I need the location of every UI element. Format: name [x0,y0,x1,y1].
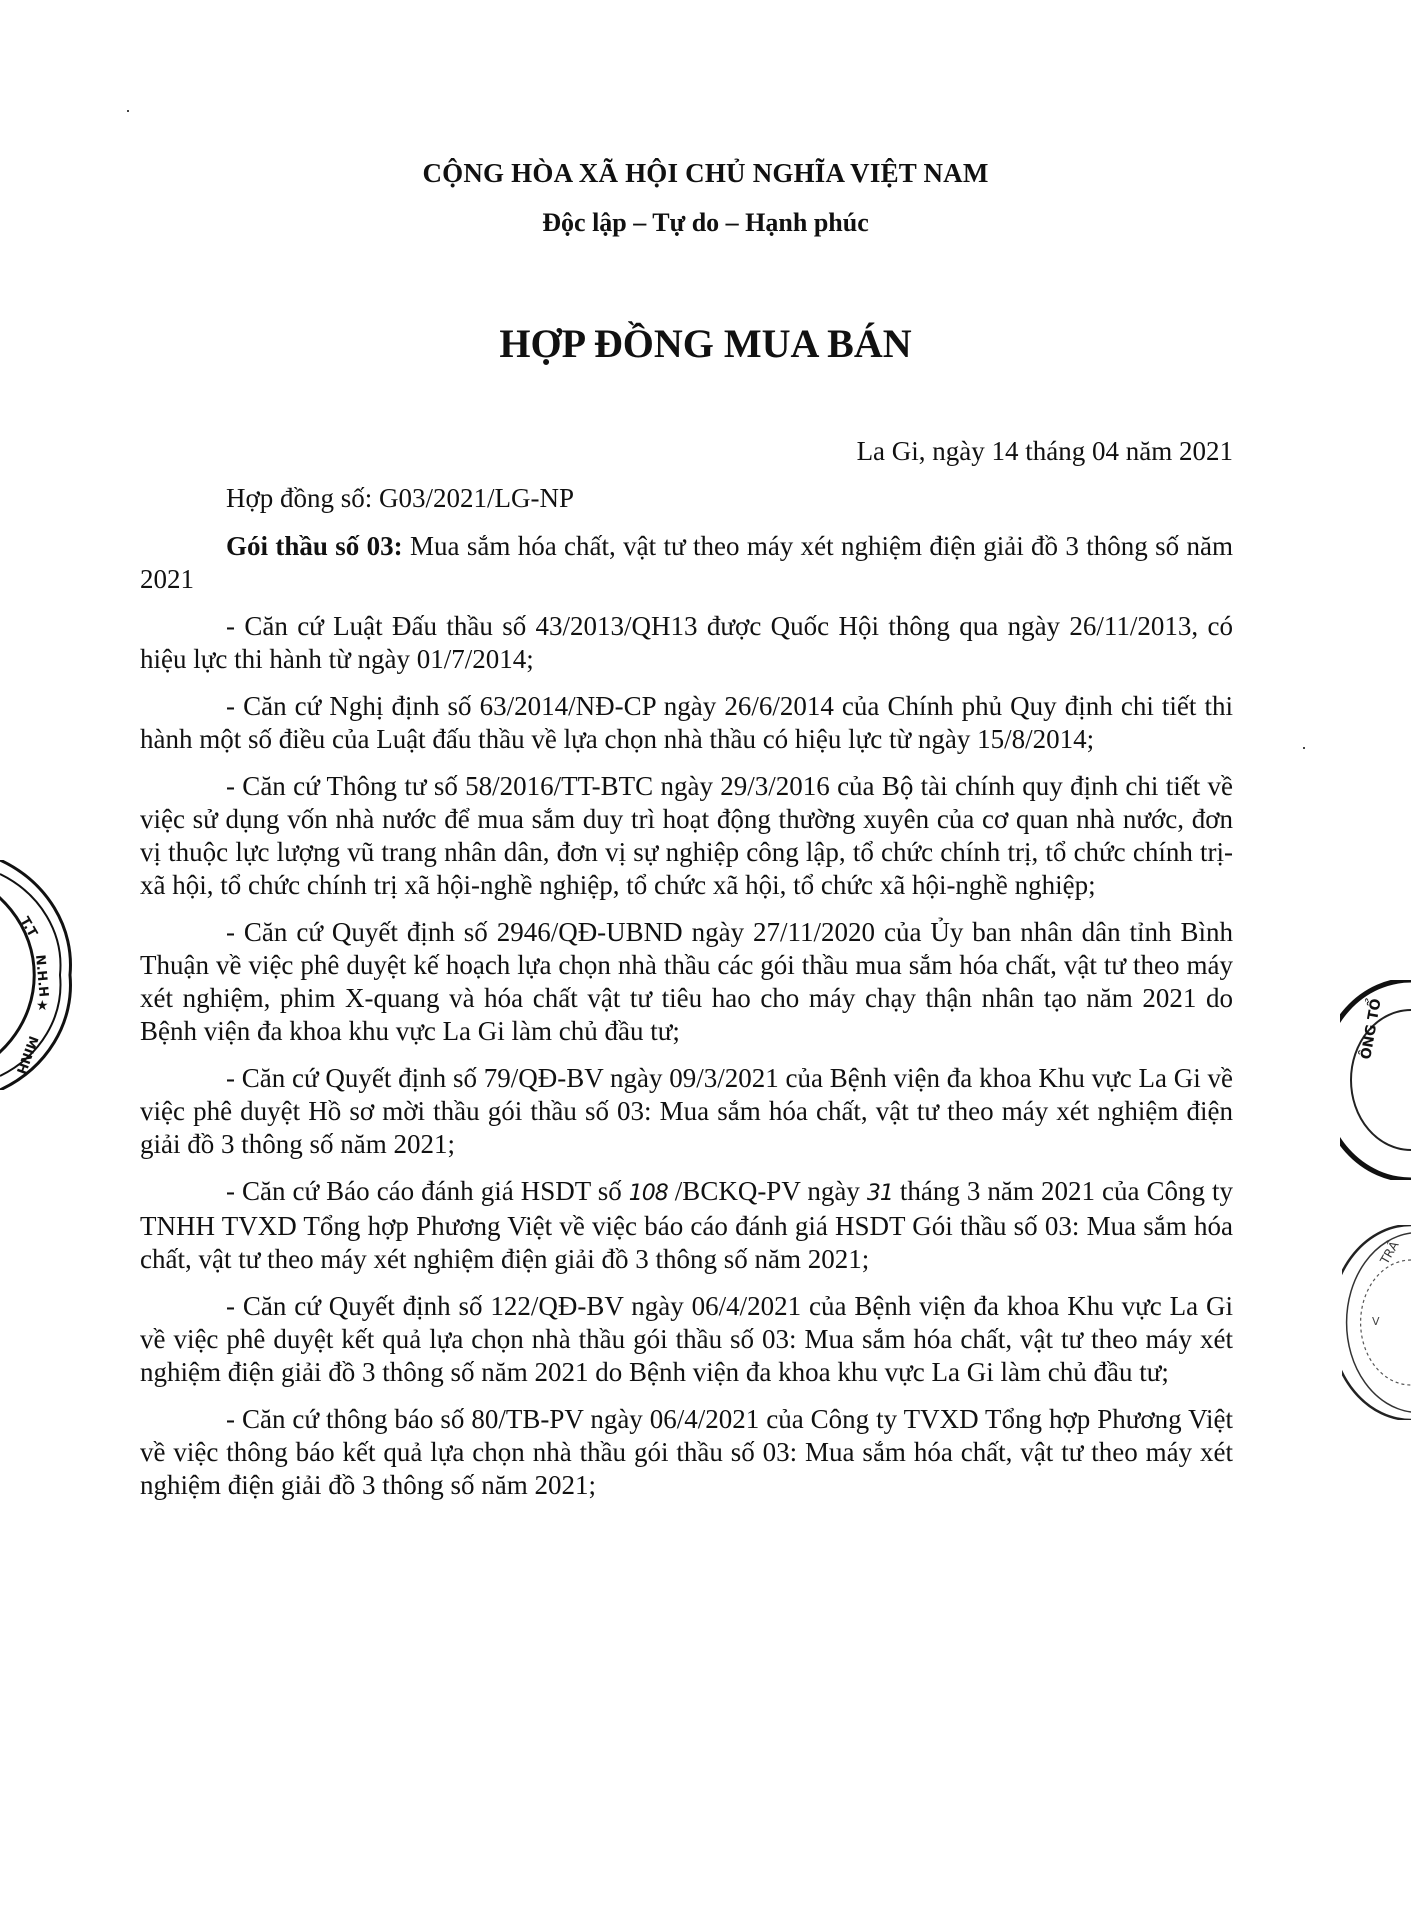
package-paragraph [140,530,1233,596]
svg-text:TRẦ: TRẦ [1377,1238,1402,1267]
basis-paragraph: - Căn cứ Quyết định số 2946/QĐ-UBND ngày 27/11/2020 của Ủy ban nhân dân tỉnh Bình Thuận về việc phê duyệt kế hoạch lựa chọn nhà thầu các gói thầu mua sắm hóa chất, vật tư theo máy xét nghiệm, phim X-quang và hóa chất vật tư tiêu hao cho máy chạy thận nhân tạo năm 2021 do Bệnh viện đa khoa khu vực La Gi làm chủ đầu tư; [140,917,1233,1046]
basis-paragraph: - Căn cứ Quyết định số 79/QĐ-BV ngày 09/3/2021 của Bệnh viện đa khoa Khu vực La Gi về việc phê duyệt Hồ sơ mời thầu gói thầu số 03: Mua sắm hóa chất, vật tư theo máy xét nghiệm điện giải đồ 3 thông số năm 2021; [140,1063,1233,1159]
svg-text:ÔNG TỔ: ÔNG TỔ [1358,997,1385,1061]
left-stamp-icon [0,860,80,1090]
scan-speck [1303,747,1305,749]
report-basis-suffix: tháng 3 năm 2021 của Công ty TNHH TVXD Tổng hợp Phương Việt về việc báo cáo đánh giá HSDT Gói thầu số 03: Mua sắm hóa chất, vật tư theo máy xét nghiệm điện giải đồ 3 thông số năm 2021; [140,1176,1233,1274]
document-body [140,530,1233,1516]
contract-number: Hợp đồng số: G03/2021/LG-NP [226,483,575,513]
handwritten-day: 31 [866,1181,893,1206]
basis-paragraph: - Căn cứ Nghị định số 63/2014/NĐ-CP ngày 26/6/2014 của Chính phủ Quy định chi tiết thi hành một số điều của Luật đấu thầu về lựa chọn nhà thầu có hiệu lực từ ngày 15/8/2014; [140,691,1233,754]
basis-paragraph: - Căn cứ Quyết định số 122/QĐ-BV ngày 06/4/2021 của Bệnh viện đa khoa Khu vực La Gi về việc phê duyệt kết quả lựa chọn nhà thầu gói thầu số 03: Mua sắm hóa chất, vật tư theo máy xét nghiệm điện giải đồ 3 thông số năm 2021 do Bệnh viện đa khoa khu vực La Gi làm chủ đầu tư; [140,1291,1233,1387]
svg-text:★: ★ [36,998,49,1014]
right-stamp-icon [1340,980,1411,1180]
package-label: Gói thầu số 03: [226,531,403,561]
basis-paragraph: - Căn cứ Thông tư số 58/2016/TT-BTC ngày 29/3/2016 của Bộ tài chính quy định chi tiết về việc sử dụng vốn nhà nước để mua sắm duy trì hoạt động thường xuyên của cơ quan nhà nước, đơn vị thuộc lực lượng vũ trang nhân dân, đơn vị sự nghiệp công lập, tổ chức chính trị, tổ chức chính trị-xã hội, tổ chức chính trị xã hội-nghề nghiệp, tổ chức xã hội, tổ chức xã hội-nghề nghiệp; [140,771,1233,900]
basis-paragraph: - Căn cứ Luật Đấu thầu số 43/2013/QH13 được Quốc Hội thông qua ngày 26/11/2013, có hiệu lực thi hành từ ngày 01/7/2014; [140,611,1233,674]
place-date: La Gi, ngày 14 tháng 04 năm 2021 [856,436,1233,466]
scan-speck [127,110,129,112]
right-lower-stamp-icon [1342,1225,1411,1420]
package-text: Mua sắm hóa chất, vật tư theo máy xét nghiệm điện giải đồ 3 thông số năm 2021 [140,531,1234,594]
basis-paragraph: - Căn cứ thông báo số 80/TB-PV ngày 06/4/2021 của Công ty TVXD Tổng hợp Phương Việt về việc thông báo kết quả lựa chọn nhà thầu gói thầu số 03: Mua sắm hóa chất, vật tư theo máy xét nghiệm điện giải đồ 3 thông số năm 2021; [140,1404,1233,1500]
svg-text:T.T: T.T [16,914,40,940]
national-header: CỘNG HÒA XÃ HỘI CHỦ NGHĨA VIỆT NAM [422,158,989,188]
handwritten-report-number: 108 [628,1181,668,1206]
document-title: HỢP ĐỒNG MUA BÁN [499,321,912,366]
svg-text:N.H.H: N.H.H [32,954,51,998]
report-basis-prefix: - Căn cứ Báo cáo đánh giá HSDT số [226,1176,629,1206]
svg-text:MINH: MINH [12,1033,41,1076]
report-basis-paragraph [140,1175,1233,1276]
national-motto: Độc lập – Tự do – Hạnh phúc [542,208,869,237]
report-basis-middle: /BCKQ-PV ngày [667,1176,867,1206]
svg-text:V: V [1372,1315,1380,1328]
